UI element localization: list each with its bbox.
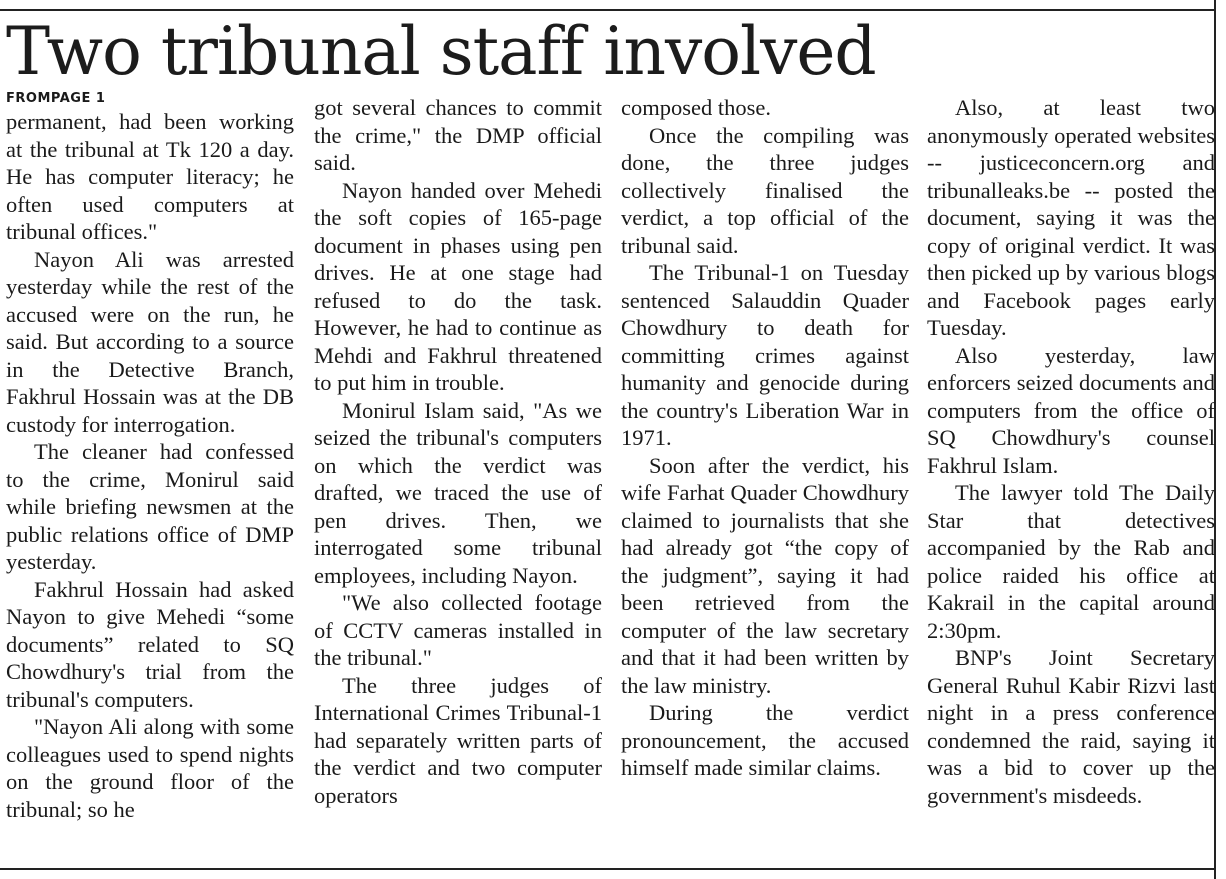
previous-article-strip xyxy=(0,0,1214,8)
paragraph: "Nayon Ali along with some colleagues used to spend nights on the ground floor of the tribunal; so he xyxy=(6,714,294,822)
paragraph: The cleaner had confessed to the crime, Monirul said while briefing newsmen at the public relations office of DMP yesterday. xyxy=(6,439,294,574)
column-4 xyxy=(927,94,1215,809)
paragraph: got several chances to commit the crime," the DMP official said. xyxy=(314,95,602,175)
paragraph: The Tribunal-1 on Tuesday sentenced Salauddin Quader Chowdhury to death for committing crimes against humanity and genocide during the country's Liberation War in 1971. xyxy=(621,260,909,450)
bottom-rule xyxy=(0,868,1214,870)
paragraph: The three judges of International Crimes Tribunal-1 had separately written parts of the verdict and two computer operators xyxy=(314,672,602,808)
paragraph: Fakhrul Hossain had asked Nayon to give Mehedi “some documents” related to SQ Chowdhury's trial from the tribunal's computers. xyxy=(6,576,294,712)
paragraph: "We also collected footage of CCTV cameras installed in the tribunal." xyxy=(314,590,602,670)
headline: Two tribunal staff involved xyxy=(6,13,876,90)
paragraph: Nayon handed over Mehedi the soft copies of 165-page document in phases using pen drives. He at one stage had refused to do the task. However, he had to continue as Mehdi and Fakhrul threatened to put him in trouble. xyxy=(314,177,602,395)
paragraph: Also, at least two anonymously operated websites -- justiceconcern.org and tribunalleaks.be -- posted the document, saying it was the copy of original verdict. It was then picked up by various blogs and Facebook pages early Tuesday. xyxy=(927,95,1215,340)
paragraph: The lawyer told The Daily Star that detectives accompanied by the Rab and police raided his office at Kakrail in the capital around 2:30pm. xyxy=(927,480,1215,643)
paragraph: composed those. xyxy=(621,95,771,120)
paragraph: Also yesterday, law enforcers seized documents and computers from the office of SQ Chowdhury's counsel Fakhrul Islam. xyxy=(927,342,1215,478)
column-3 xyxy=(621,94,909,782)
column-1 xyxy=(6,90,294,823)
paragraph: Monirul Islam said, "As we seized the tribunal's computers on which the verdict was drafted, we traced the use of pen drives. Then, we interrogated some tribunal employees, including Nayon. xyxy=(314,397,602,588)
paragraph: Soon after the verdict, his wife Farhat Quader Chowdhury claimed to journalists that she had already got “the copy of the judgment”, saying it had been retrieved from the computer of the law secretary and that it had been written by the law ministry. xyxy=(621,452,909,698)
top-rule xyxy=(0,9,1214,11)
paragraph: permanent, had been working at the tribunal at Tk 120 a day. He has computer literacy; he often used computers at tribunal offices." xyxy=(6,109,294,244)
paragraph: BNP's Joint Secretary General Ruhul Kabir Rizvi last night in a press conference condemned the raid, saying it was a bid to cover up the government's misdeeds. xyxy=(927,645,1215,808)
column-2 xyxy=(314,94,602,809)
paragraph: Once the compiling was done, the three judges collectively finalised the verdict, a top official of the tribunal said. xyxy=(621,122,909,258)
paragraph: During the verdict pronouncement, the accused himself made similar claims. xyxy=(621,700,909,780)
kicker: FROMPAGE 1 xyxy=(6,91,106,106)
paragraph: Nayon Ali was arrested yesterday while the rest of the accused were on the run, he said. But according to a source in the Detective Branch, Fakhrul Hossain was at the DB custody for interrogation. xyxy=(6,246,294,437)
